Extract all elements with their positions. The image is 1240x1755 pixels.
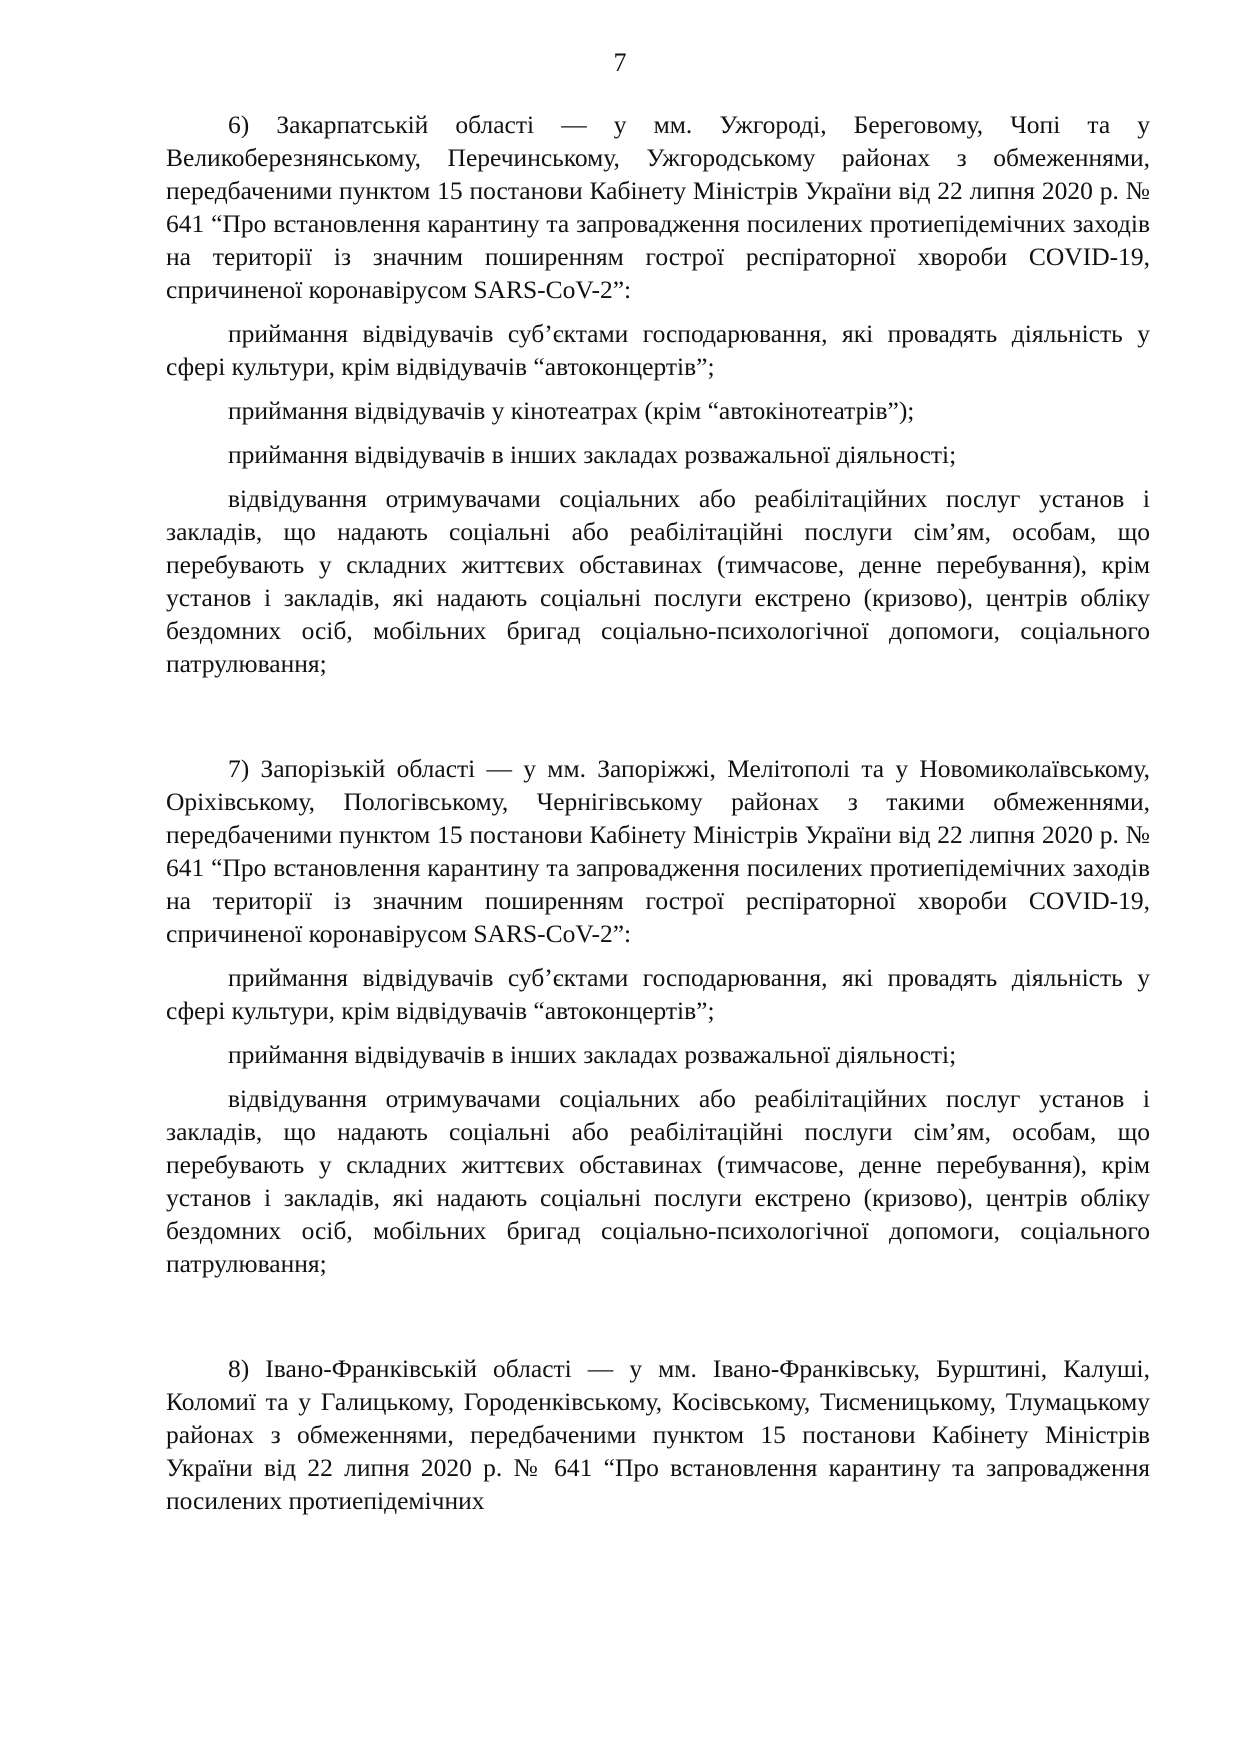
section-7-intro: 7) Запорізькій області — у мм. Запоріжжі, Мелітополі та у Новомиколаївському, Оріхівському, Пологівському, Чернігівському районах з такими обмеженнями, передбаченими пунктом 15 постанови Кабінету Міністрів України від 22 липня 2020 р. № 641 “Про встановлення карантину та запровадження посилених протиепідемічних заходів на території із значним поширенням гострої респіраторної хвороби COVID-19, спричиненої коронавірусом SARS-CoV-2”: (166, 754, 1150, 948)
section-7-item-3: відвідування отримувачами соціальних або реабілітаційних послуг установ і закладів, що надають соціальні або реабілітаційні послуги сім’ям, особам, що перебувають у складних життєвих обставинах (тимчасове, денне перебування), крім установ і закладів, які надають соціальні послуги екстрено (кризово), центрів обліку бездомних осіб, мобільних бригад соціально-психологічної допомоги, соціального патрулювання; (166, 1084, 1150, 1278)
section-7-item-1: приймання відвідувачів суб’єктами господарювання, які провадять діяльність у сфері культури, крім відвідувачів “автоконцертів”; (166, 963, 1150, 1025)
document-body (166, 108, 1150, 1517)
page-number: 7 (613, 48, 627, 77)
section-7-item-2: приймання відвідувачів в інших закладах розважальної діяльності; (228, 1040, 957, 1069)
section-6-item-1: приймання відвідувачів суб’єктами господарювання, які провадять діяльність у сфері культури, крім відвідувачів “автоконцертів”; (166, 319, 1150, 381)
section-6-item-2: приймання відвідувачів у кінотеатрах (крім “автокінотеатрів”); (228, 396, 915, 425)
section-6-item-3: приймання відвідувачів в інших закладах розважальної діяльності; (228, 440, 957, 469)
section-8-intro: 8) Івано-Франківській області — у мм. Івано-Франківську, Бурштині, Калуші, Коломиї та у Галицькому, Городенківському, Косівському, Тисменицькому, Тлумацькому районах з обмеженнями, передбаченими пунктом 15 постанови Кабінету Міністрів України від 22 липня 2020 р. № 641 “Про встановлення карантину та запровадження посилених протиепідемічних (166, 1354, 1150, 1515)
section-6-item-4: відвідування отримувачами соціальних або реабілітаційних послуг установ і закладів, що надають соціальні або реабілітаційні послуги сім’ям, особам, що перебувають у складних життєвих обставинах (тимчасове, денне перебування), крім установ і закладів, які надають соціальні послуги екстрено (кризово), центрів обліку бездомних осіб, мобільних бригад соціально-психологічної допомоги, соціального патрулювання; (166, 484, 1150, 678)
section-6-intro: 6) Закарпатській області — у мм. Ужгороді, Береговому, Чопі та у Великоберезнянському, Перечинському, Ужгородському районах з обмеженнями, передбаченими пунктом 15 постанови Кабінету Міністрів України від 22 липня 2020 р. № 641 “Про встановлення карантину та запровадження посилених протиепідемічних заходів на території із значним поширенням гострої респіраторної хвороби COVID-19, спричиненої коронавірусом SARS-CoV-2”: (166, 110, 1150, 304)
